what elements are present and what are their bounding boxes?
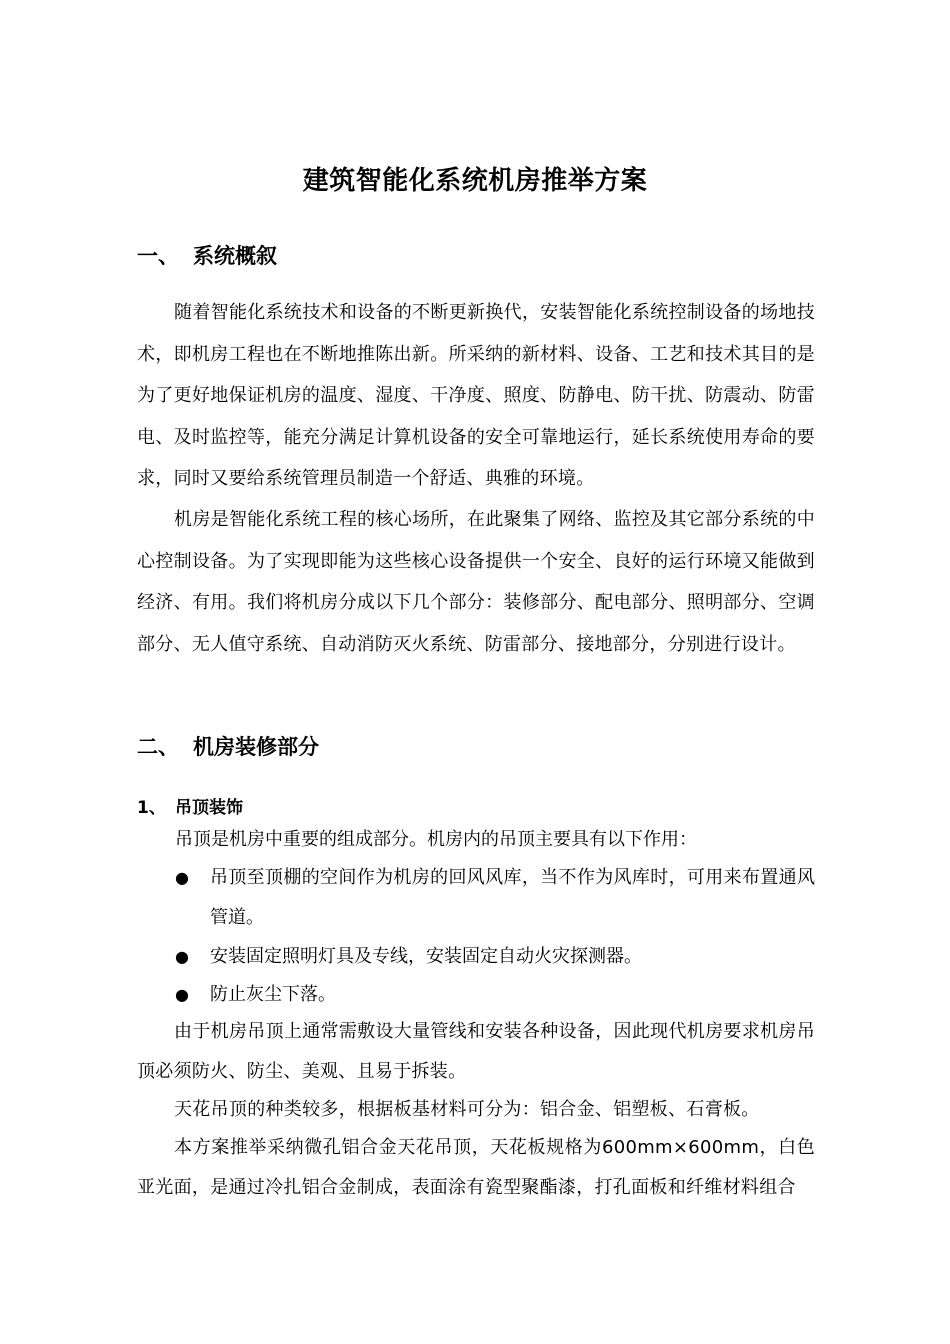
paragraph-overview-2: 机房是智能化系统工程的核心场所，在此聚集了网络、监控及其它部分系统的中心控制设备。为了实现即能为这些核心设备提供一个安全、良好的运行环境又能做到经济、有用。我们将机房分成以下几个部分：装修部分、配电部分、照明部分、空调部分、无人值守系统、自动消防灭火系统、防雷部分、接地部分，分别进行设计。 [137,509,815,655]
subsection-title: 吊顶装饰 [175,798,243,818]
bullet-item-1 [175,858,815,938]
bullet-icon: ● [175,868,189,887]
subsection-heading-ceiling [137,793,243,818]
bullet-item-2 [175,937,815,977]
paragraph-ceiling-recommendation: 本方案推举采纳微孔铝合金天花吊顶，天花板规格为600mm×600mm，白色亚光面，是通过冷扎铝合金制成，表面涂有瓷型聚酯漆，打孔面板和纤维材料组合 [137,1137,815,1198]
section-title: 系统概叙 [193,244,277,268]
bullet-text: 安装固定照明灯具及专线，安装固定自动火灾探测器。 [210,946,642,967]
paragraph-overview-1: 随着智能化系统技术和设备的不断更新换代，安装智能化系统控制设备的场地技术，即机房工程也在不断地推陈出新。所采纳的新材料、设备、工艺和技术其目的是为了更好地保证机房的温度、湿度、干净度、照度、防静电、防干扰、防震动、防雷电、及时监控等，能充分满足计算机设备的安全可靠地运行，延长系统使用寿命的要求，同时又要给系统管理员制造一个舒适、典雅的环境。 [137,302,815,489]
section-title: 机房装修部分 [193,735,319,759]
document-title: 建筑智能化系统机房推举方案 [302,166,648,196]
paragraph-ceiling-requirements: 由于机房吊顶上通常需敷设大量管线和安装各种设备，因此现代机房要求机房吊顶必须防火、防尘、美观、且易于拆装。 [137,1021,815,1082]
bullet-icon: ● [175,947,189,966]
paragraph-ceiling-intro: 吊顶是机房中重要的组成部分。机房内的吊顶主要具有以下作用： [175,829,697,850]
paragraph-ceiling-types: 天花吊顶的种类较多，根据板基材料可分为：铝合金、铝塑板、石膏板。 [174,1099,760,1120]
section-heading-overview [137,240,277,270]
section-number: 一、 [137,244,179,268]
bullet-text: 吊顶至顶棚的空间作为机房的回风风库，当不作为风库时，可用来布置通风管道。 [210,867,815,928]
subsection-number: 1、 [137,798,166,818]
bullet-item-3 [175,975,815,1015]
section-number: 二、 [137,735,179,759]
section-heading-decoration [137,731,319,761]
bullet-icon: ● [175,985,189,1004]
bullet-text: 防止灰尘下落。 [210,984,336,1005]
